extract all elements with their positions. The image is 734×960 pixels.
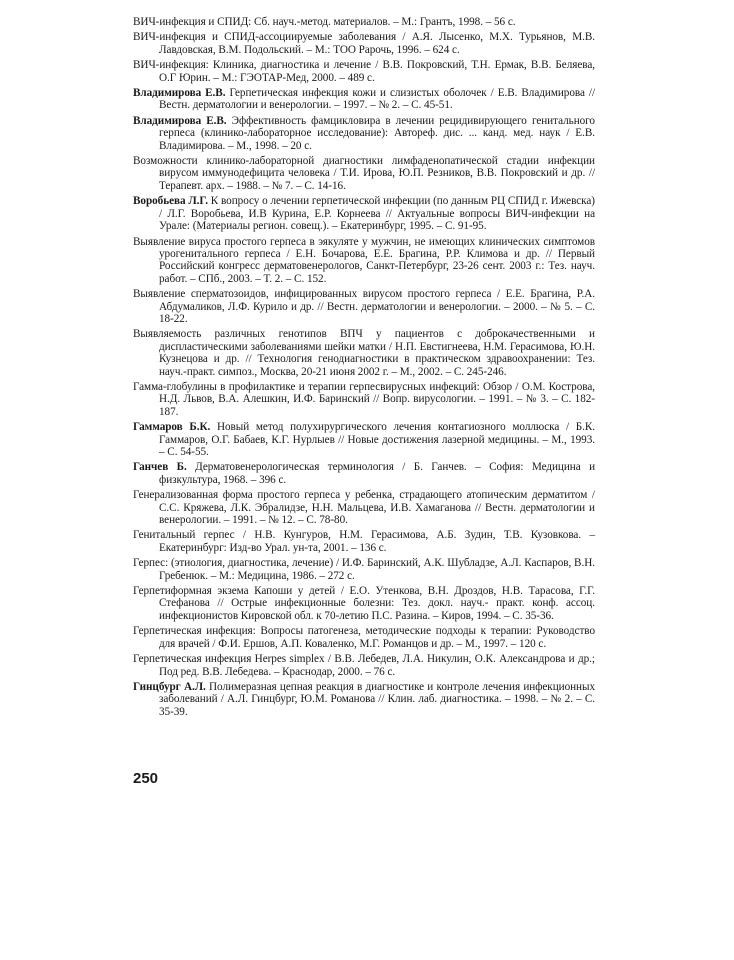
- entry-text: Возможности клинико-лабораторной диагностики лимфаденопатической стадии инфекции вирусом иммунодефицита человека / Т.И. Ирова, Ю.П. Резников, В.В. Покровский и др. // Терапевт. арх. – 1988. – № 7. – С. 14-16.: [133, 155, 595, 192]
- entry-text: Герпетическая инфекция Herpes simplex / В.В. Лебедев, Л.А. Никулин, О.К. Александрова и др.; Под ред. В.В. Лебедева. – Краснодар, 2000. – 76 с.: [133, 653, 595, 678]
- bibliography-entry: [133, 421, 595, 458]
- entry-text: Полимеразная цепная реакция в диагностике и контроле лечения инфекционных заболеваний / А.Л. Гинцбург, Ю.М. Романова // Клин. лаб. диагностика. – 1998. – № 2. – С. 35-39.: [159, 680, 595, 718]
- entry-author: Воробьева Л.Г.: [133, 195, 208, 208]
- page-number: 250: [133, 770, 159, 787]
- entry-text: ВИЧ-инфекция и СПИД: Сб. науч.-метод. материалов. – М.: Грантъ, 1998. – 56 с.: [133, 16, 516, 28]
- bibliography-entry: [133, 489, 595, 526]
- entry-text: Генерализованная форма простого герпеса у ребенка, страдающего атопическим дерматитом / С.С. Кряжева, Л.К. Эбралидзе, Н.Н. Мальцева, И.В. Хамаганова // Вестн. дерматологии и венерологии. – 1991. – № 12. – С. 78-80.: [133, 489, 595, 527]
- entry-text: Выявляемость различных генотипов ВПЧ у пациентов с доброкачественными и диспластическими заболеваниями шейки матки / Н.П. Евстигнеева, Н.М. Герасимова, Ю.Н. Кузнецова и др. // Технология генодиагностики в практическом здравоохранении: Тез. науч.-практ. симпоз., Москва, 20-21 июня 2002 г. – М., 2002. – С. 245-246.: [133, 328, 595, 378]
- entry-author: Владимирова Е.В.: [133, 114, 227, 127]
- entry-text: Гамма-глобулины в профилактике и терапии герпесвирусных инфекций: Обзор / О.М. Кострова, Н.Д. Львов, В.А. Алешкин, И.Ф. Баринский // Вопр. вирусологии. – 1991. – № 3. – С. 182-187.: [133, 380, 595, 418]
- entry-text: Новый метод полухирургического лечения контагиозного моллюска / Б.К. Гаммаров, О.Г. Бабаев, К.Г. Нурлыев // Новые достижения лазерной медицины. – М., 1993. – С. 54-55.: [159, 421, 595, 458]
- bibliography-entry: [133, 195, 595, 232]
- bibliography-entry: [133, 328, 595, 378]
- entry-text: ВИЧ-инфекция: Клиника, диагностика и лечение / В.В. Покровский, Т.Н. Ермак, В.В. Беляева, О.Г Юрин. – М.: ГЭОТАР-Мед, 2000. – 489 с.: [133, 59, 595, 84]
- entry-text: Герпетическая инфекция: Вопросы патогенеза, методические подходы к терапии: Руководство для врачей / Ф.И. Ершов, А.П. Коваленко, М.Г. Романцов и др. – М., 1997. – 120 с.: [133, 625, 595, 650]
- entry-author: Гинцбург А.Л.: [133, 680, 206, 693]
- bibliography-entry: [133, 155, 595, 192]
- bibliography-entry: [133, 236, 595, 286]
- entry-author: Владимирова Е.В.: [133, 87, 226, 100]
- bibliography-entry: [133, 87, 595, 112]
- bibliography-entry: [133, 59, 595, 84]
- bibliography-page: [133, 16, 595, 721]
- entry-text: Дерматовенерологическая терминология / Б. Ганчев. – София: Медицина и физкультура, 1968. – 396 с.: [159, 461, 596, 486]
- entry-text: Выявление вируса простого герпеса в эякуляте у мужчин, не имеющих клинических симптомов урогенитального герпеса / Е.Н. Бочарова, Е.Е. Брагина, Р.Р. Климова и др. // Первый Российский конгресс дерматовенерологов, Санкт-Петербург, 23-26 сент. 2003 г.: Тез. науч. работ. – СПб., 2003. – Т. 2. – С. 152.: [133, 235, 595, 285]
- bibliography-entry: [133, 381, 595, 418]
- entry-author: Ганчев Б.: [133, 461, 187, 474]
- bibliography-list: [133, 16, 595, 718]
- entry-text: К вопросу о лечении герпетической инфекции (по данным РЦ СПИД г. Ижевска) / Л.Г. Воробьева, И.В Курина, Е.Р. Корнеева // Актуальные вопросы ВИЧ-инфекции на Урале: (Материалы регион. совещ.). – Екатеринбург, 1995. – С. 91-95.: [159, 195, 595, 233]
- bibliography-entry: [133, 16, 595, 28]
- bibliography-entry: [133, 115, 595, 152]
- entry-text: Выявление сперматозоидов, инфицированных вирусом простого герпеса / Е.Е. Брагина, Р.А. Абдумаликов, Л.Ф. Курило и др. // Вестн. дерматологии и венерологии. – 2000. – № 5. – С. 18-22.: [133, 288, 595, 325]
- entry-text: Герпетиформная экзема Капоши у детей / Е.О. Утенкова, В.Н. Дроздов, Н.В. Тарасова, Г.Г. Стефанова // Острые инфекционные болезни: Тез. докл. науч.- практ. конф. ассоц. инфекционистов Кировской обл. к 70-летию П.С. Разина. – Киров, 1994. – С. 35-36.: [133, 585, 595, 622]
- bibliography-entry: [133, 681, 595, 718]
- bibliography-entry: [133, 557, 595, 582]
- entry-text: Эффективность фамцикловира в лечении рецидивирующего генитального герпеса (клинико-лабораторное исследование): Автореф. дис. ... канд. мед. наук / Е.В. Владимирова. – М., 1998. – 20 с.: [159, 114, 595, 152]
- entry-text: Герпес: (этиология, диагностика, лечение) / И.Ф. Баринский, А.К. Шубладзе, А.Л. Каспаров, В.Н. Гребенюк. – М.: Медицина, 1986. – 272 с.: [133, 557, 595, 582]
- entry-author: Гаммаров Б.К.: [133, 421, 211, 434]
- bibliography-entry: [133, 653, 595, 678]
- bibliography-entry: [133, 461, 595, 486]
- bibliography-entry: [133, 529, 595, 554]
- entry-text: Герпетическая инфекция кожи и слизистых оболочек / Е.В. Владимирова // Вестн. дерматологии и венерологии. – 1997. – № 2. – С. 45-51.: [159, 87, 596, 112]
- bibliography-entry: [133, 31, 595, 56]
- bibliography-entry: [133, 625, 595, 650]
- bibliography-entry: [133, 288, 595, 325]
- entry-text: Генитальный герпес / Н.В. Кунгуров, Н.М. Герасимова, А.Б. Зудин, Т.В. Кузовкова. – Екатеринбург: Изд-во Урал. ун-та, 2001. – 136 с.: [133, 529, 595, 554]
- bibliography-entry: [133, 585, 595, 622]
- entry-text: ВИЧ-инфекция и СПИД-ассоциируемые заболевания / А.Я. Лысенко, М.Х. Турьянов, М.В. Лавдовская, В.М. Подольский. – М.: ТОО Рарочь, 1996. – 624 с.: [133, 31, 595, 56]
